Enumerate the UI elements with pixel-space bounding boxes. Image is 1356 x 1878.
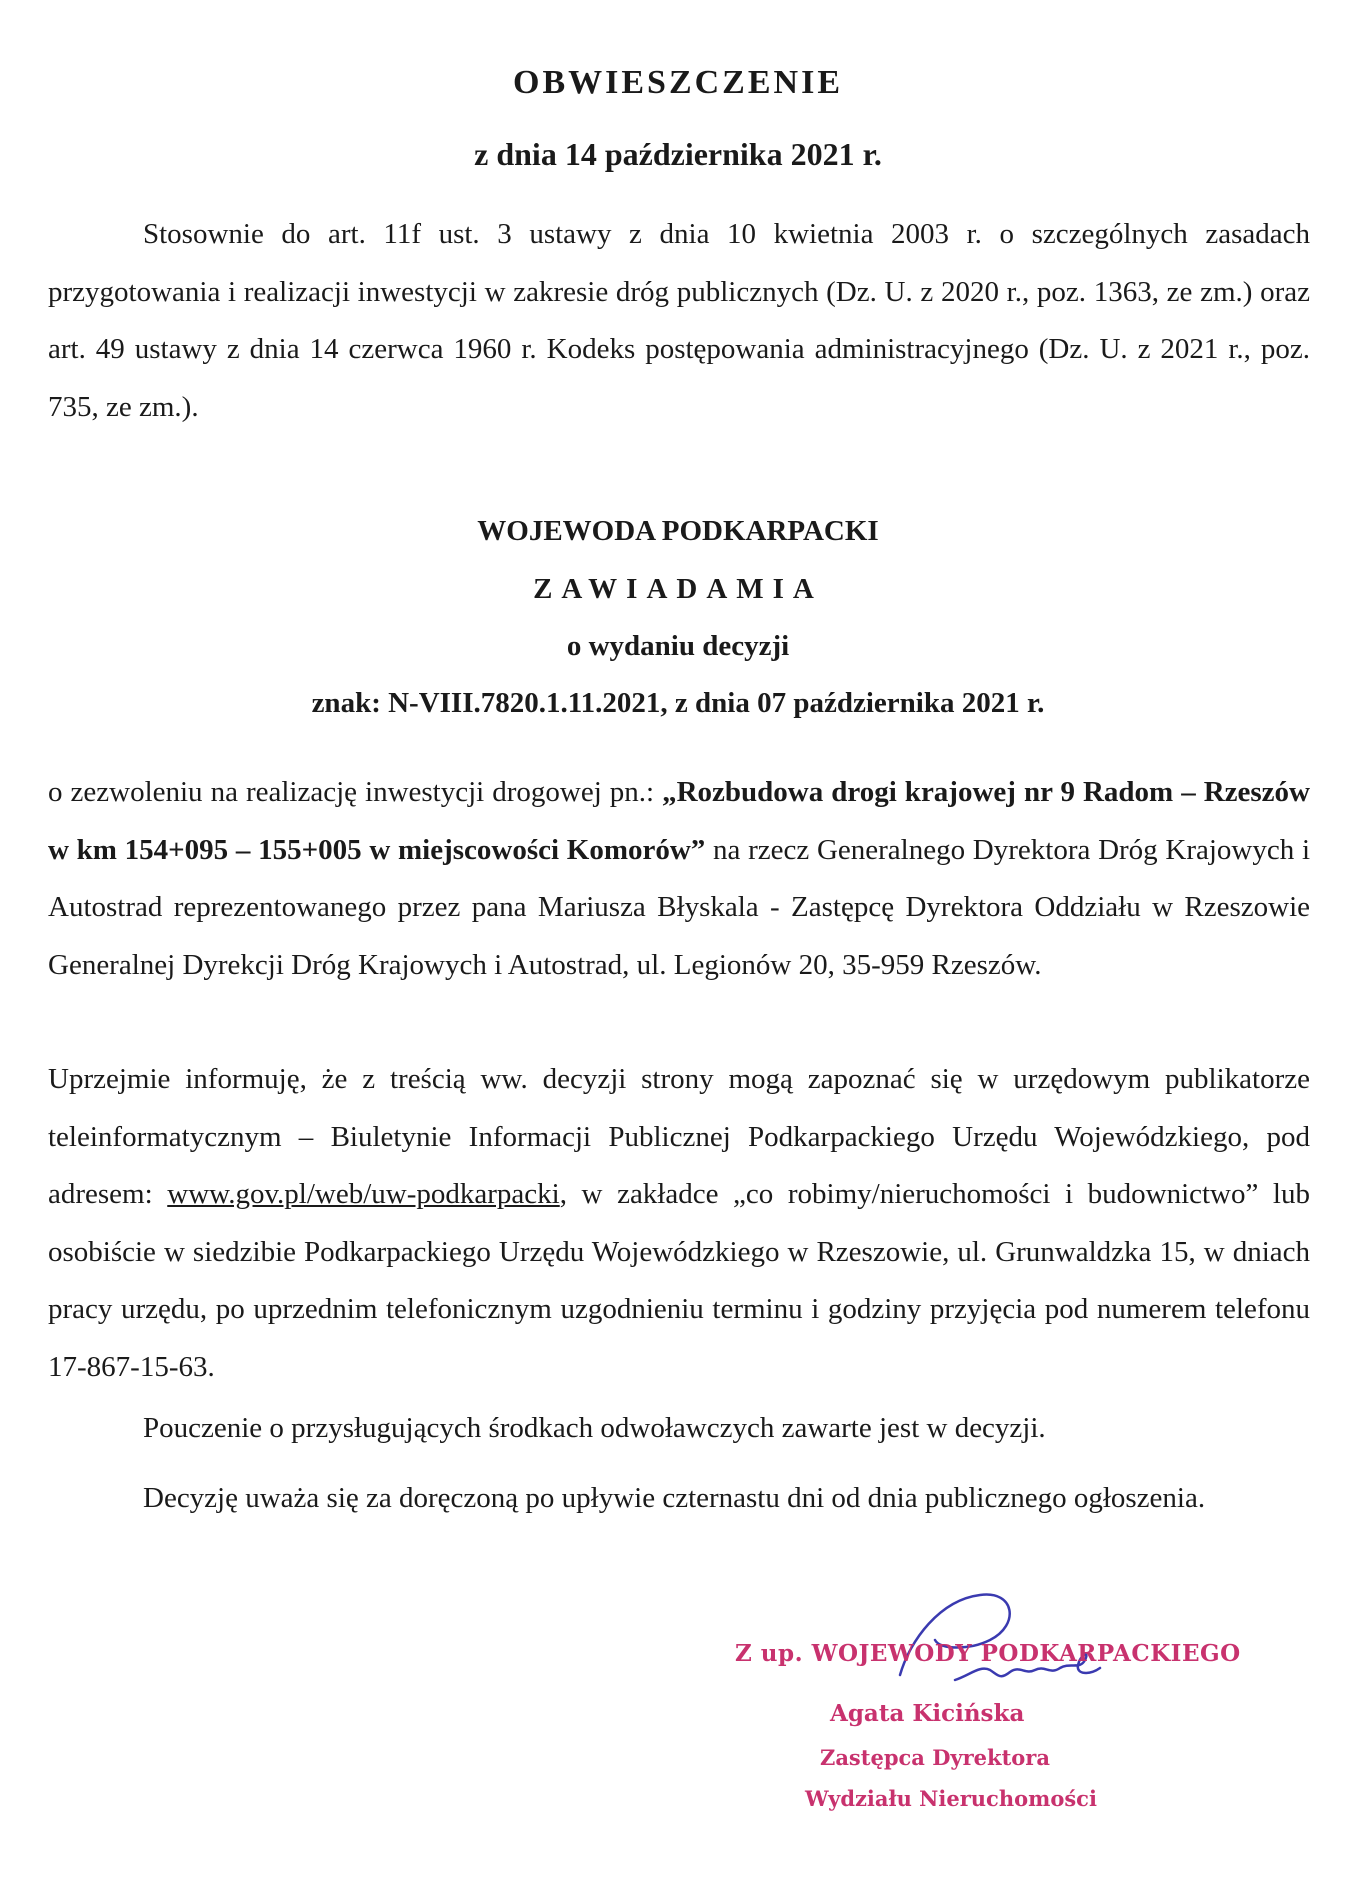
decision-lead: o zezwoleniu na realizację inwestycji drogowej pn.: xyxy=(48,776,663,808)
legal-basis-paragraph xyxy=(48,206,1310,436)
verb-heading: ZAWIADAMIA xyxy=(533,573,823,605)
decision-reference: znak: N-VIII.7820.1.11.2021, z dnia 07 października 2021 r. xyxy=(311,687,1045,719)
bip-link[interactable]: www.gov.pl/web/uw-podkarpacki xyxy=(167,1178,560,1210)
decision-rest: na rzecz Generalnego Dyrektora Dróg Krajowych i Autostrad reprezentowanego przez pana Mariusza Błyskala - Zastępcę Dyrektora Oddziału w Rzeszowie Generalnej Dyrekcji Dróg Krajowych i Autostrad, ul. Legionów 20, 35-959 Rzeszów. xyxy=(48,833,1310,981)
document-date: z dnia 14 października 2021 r. xyxy=(474,136,882,172)
authority-heading: WOJEWODA PODKARPACKI xyxy=(477,515,879,547)
decision-paragraph xyxy=(48,764,1310,994)
stamp-position: Zastępca Dyrektora xyxy=(820,1745,1050,1770)
info-before-link: Uprzejmie informuję, że z treścią ww. decyzji strony mogą zapoznać się w urzędowym publikatorze teleinformatycznym – Biuletynie Informacji Publicznej Podkarpackiego Urzędu Wojewódzkiego, pod adresem: xyxy=(48,1063,1310,1210)
stamp-name: Agata Kicińska xyxy=(830,1700,1025,1727)
delivery-paragraph xyxy=(48,1470,1310,1528)
document-title: OBWIESZCZENIE xyxy=(513,64,843,101)
stamp-line-1: Z up. WOJEWODY PODKARPACKIEGO xyxy=(735,1640,1241,1667)
project-name: „Rozbudowa drogi krajowej nr 9 Radom – Rzeszów w km 154+095 – 155+005 w miejscowości Komorów” xyxy=(48,776,1310,866)
info-paragraph xyxy=(48,1051,1310,1396)
appeal-paragraph xyxy=(48,1400,1310,1458)
stamp-department: Wydziału Nieruchomości xyxy=(805,1786,1097,1811)
delivery-text: Decyzję uważa się za doręczoną po upływie czternastu dni od dnia publicznego ogłoszenia. xyxy=(143,1482,1206,1514)
info-after-link: , w zakładce „co robimy/nieruchomości i budownictwo” lub osobiście w siedzibie Podkarpackiego Urzędu Wojewódzkiego w Rzeszowie, ul. Grunwaldzka 15, w dniach pracy urzędu, po uprzednim telefonicznym uzgodnieniu terminu i godziny przyjęcia pod numerem telefonu 17-867-15-63. xyxy=(48,1178,1310,1383)
legal-basis-text: Stosownie do art. 11f ust. 3 ustawy z dnia 10 kwietnia 2003 r. o szczególnych zasadach przygotowania i realizacji inwestycji w zakresie dróg publicznych (Dz. U. z 2020 r., poz. 1363, ze zm.) oraz art. 49 ustawy z dnia 14 czerwca 1960 r. Kodeks postępowania administracyjnego (Dz. U. z 2021 r., poz. 735, ze zm.). xyxy=(48,218,1310,423)
subject-heading: o wydaniu decyzji xyxy=(566,630,790,662)
appeal-text: Pouczenie o przysługujących środkach odwoławczych zawarte jest w decyzji. xyxy=(143,1412,1046,1444)
